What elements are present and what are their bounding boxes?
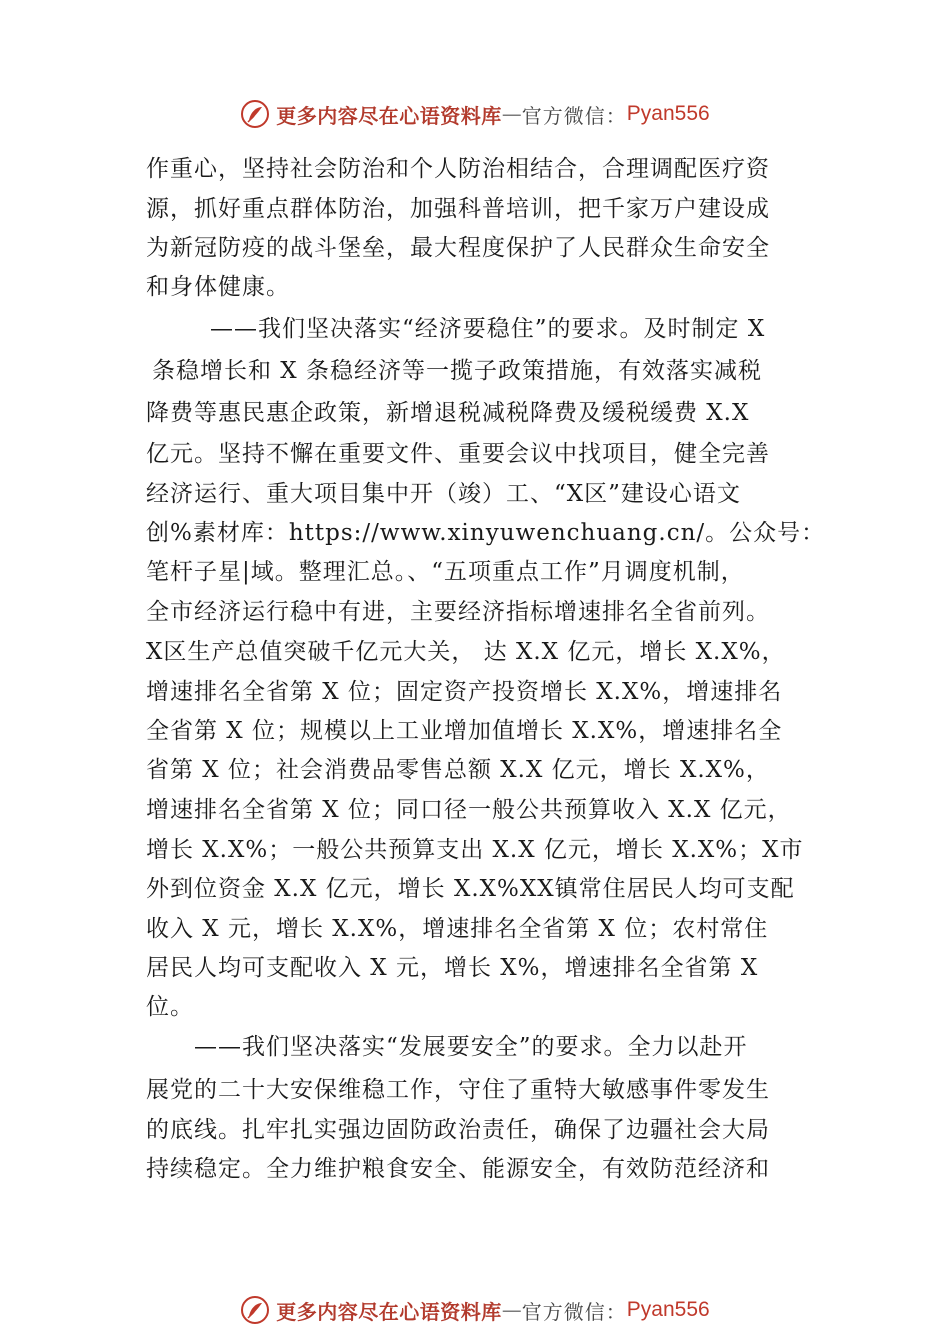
text-line: 位。 [146, 994, 194, 1020]
text-line: X区生产总值突破千亿元大关， 达 X.X 亿元，增长 X.X%， [146, 639, 786, 665]
text-line: 收入 X 元，增长 X.X%，增速排名全省第 X 位；农村常住 [146, 916, 769, 942]
text-line: 亿元。坚持不懈在重要文件、重要会议中找项目，健全完善 [146, 441, 770, 467]
text-line: 省第 X 位；社会消费品零售总额 X.X 亿元，增长 X.X%， [146, 757, 770, 783]
text-line: 全省第 X 位；规模以上工业增加值增长 X.X%，增速排名全 [146, 718, 783, 744]
header-brand-text: 更多内容尽在心语资料库 [276, 103, 502, 128]
text-line: 为新冠防疫的战斗堡垒，最大程度保护了人民群众生命安全 [146, 235, 770, 261]
text-line: 经济运行、重大项目集中开（竣）工、“X区”建设心语文 [146, 481, 741, 507]
footer-wechat-id: Pyan556 [626, 1298, 710, 1321]
text-line: ——我们坚决落实“经济要稳住”的要求。及时制定 X [210, 316, 766, 342]
text-line: 展党的二十大安保维稳工作，守住了重特大敏感事件零发生 [146, 1077, 770, 1103]
text-line: 增速排名全省第 X 位；同口径一般公共预算收入 X.X 亿元， [146, 797, 792, 823]
text-line: 作重心，坚持社会防治和个人防治相结合，合理调配医疗资 [146, 156, 770, 182]
text-line: ——我们坚决落实“发展要安全”的要求。全力以赴开 [194, 1034, 748, 1060]
text-line: 降费等惠民惠企政策，新增退税减税降费及缓税缓费 X.X [146, 400, 750, 426]
header-wechat-label: 官方微信： [521, 103, 627, 128]
text-line: 增速排名全省第 X 位；固定资产投资增长 X.X%，增速排名 [146, 679, 783, 705]
footer-brand-text: 更多内容尽在心语资料库 [276, 1299, 502, 1324]
text-line: 的底线。扎牢扎实强边固防政治责任，确保了边疆社会大局 [146, 1117, 770, 1143]
footer-wechat-label: 官方微信： [521, 1299, 627, 1324]
header-dash: — [501, 102, 522, 126]
text-line: 全市经济运行稳中有进，主要经济指标增速排名全省前列。 [146, 599, 770, 625]
text-line: 增长 X.X%；一般公共预算支出 X.X 亿元，增长 X.X%；X市 [146, 837, 804, 863]
text-line: 持续稳定。全力维护粮食安全、能源安全，有效防范经济和 [146, 1156, 770, 1182]
header-wechat-id: Pyan556 [626, 102, 710, 125]
text-line: 居民人均可支配收入 X 元，增长 X%，增速排名全省第 X [146, 955, 759, 981]
text-line: 源，抓好重点群体防治，加强科普培训，把千家万户建设成 [146, 196, 770, 222]
text-line: 条稳增长和 X 条稳经济等一揽子政策措施，有效落实减税 [152, 358, 762, 384]
footer-banner [0, 1290, 950, 1330]
text-line: 外到位资金 X.X 亿元，增长 X.X%XX镇常住居民人均可支配 [146, 876, 795, 902]
logo-icon [240, 1295, 270, 1325]
text-line: 创%素材库：https://www.xinyuwenchuang.cn/。公众号： [146, 520, 826, 546]
text-line: 和身体健康。 [146, 274, 290, 300]
footer-dash: — [501, 1298, 522, 1322]
text-line: 笔杆子星|域。整理汇总。、“五项重点工作”月调度机制， [146, 559, 745, 585]
